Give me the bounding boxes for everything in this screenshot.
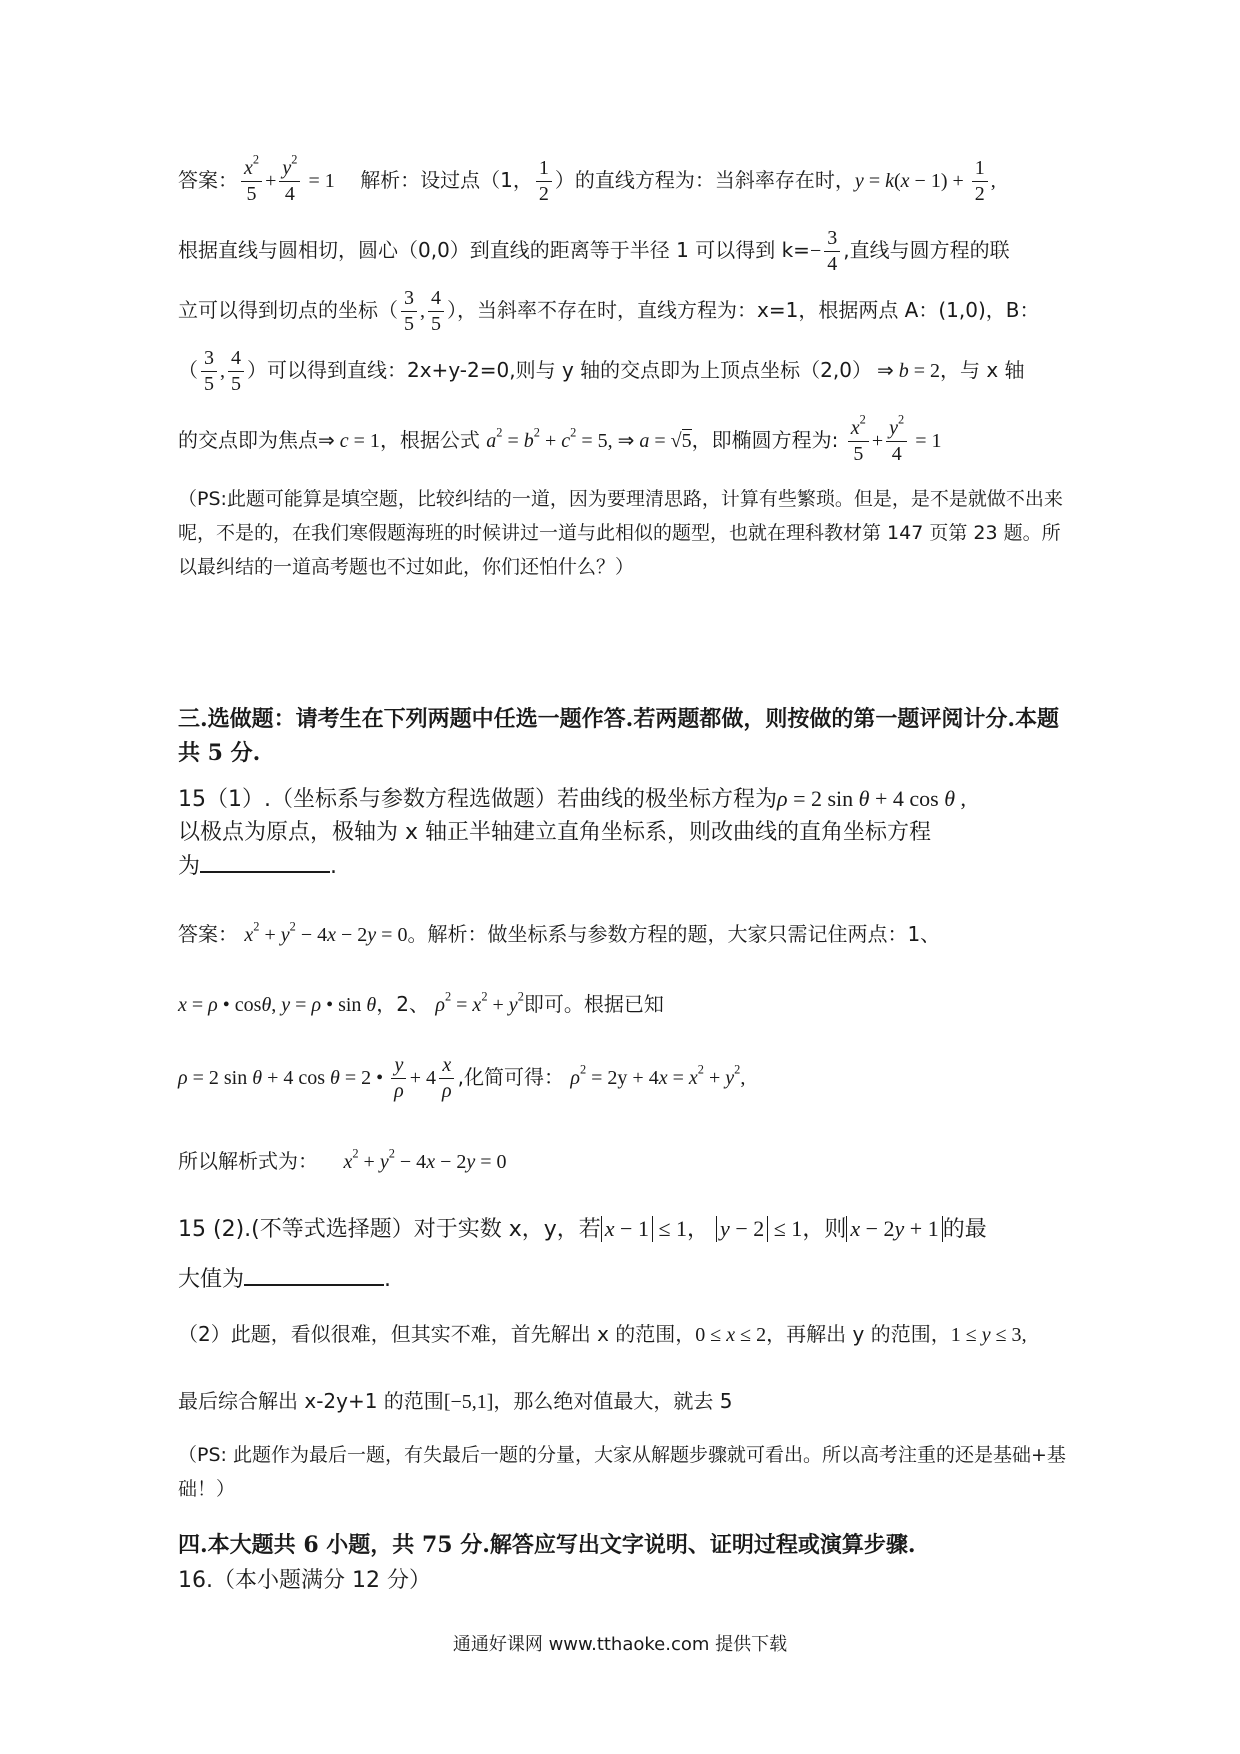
q15-2-answer-blank[interactable] (244, 1284, 384, 1286)
q14-answer-line-3: 立可以得到切点的坐标（ $\frac{3}{5}$ , $\frac{4}{5}$ ），当斜率不存在时，直线方程为：x=1，根据两点 A：(1,0)，B： (178, 287, 1040, 335)
q14-answer-line-1: 答案： $\frac{x^2}{5}$ + $\frac{y^2}{4}$ = 1 解析：设过点（1， $\frac{1}{2}$ ）的直线方程为：当斜率存在时，y = k(x − 1) + $\frac{1}{2}$ , (178, 152, 996, 205)
slope-frac: $\frac{3}{4}$ (824, 228, 840, 275)
ellipse-result-text: ，即椭圆方程为: (691, 428, 839, 452)
ellipse-final-x: $\frac{x^2}{5}$ (848, 418, 869, 465)
q15-2-ps-note: （PS: 此题作为最后一题，有失最后一题的分量，大家从解题步骤就可看出。所以高考注重的还是基础+基础！） (178, 1444, 1066, 1500)
x-axis-text: ，与 x 轴 (940, 358, 1025, 382)
frac-3-5: $\frac{3}{5}$ (401, 288, 417, 335)
q14-answer-line-4: （ $\frac{3}{5}$ , $\frac{4}{5}$ ）可以得到直线：2x+y-2=0,则与 y 轴的交点即为上顶点坐标（2,0） ⇒ b = 2，与 x 轴 (178, 347, 1025, 395)
q15-2-stem-b: 的最 (942, 1217, 987, 1242)
q15-1-polar-relations: x = ρ • cosθ, y = ρ • sin θ，2、 $\rho^2 = x^2 + y^2$即可。根据已知 (178, 989, 664, 1016)
analysis-mid: ）的直线方程为：当斜率存在时， (554, 168, 855, 192)
q15-1-derivation: ρ = 2 sin θ + 4 cos θ = 2 • $\frac{y}{\rho}$ + 4 $\frac{x}{\rho}$ ,化简可得： $\rho^2 = 2y + 4x = x^2 + y^2$, (178, 1054, 746, 1102)
q15-1-final: 所以解析式为： $x^2 + y^2 - 4x - 2y = 0$ (178, 1146, 507, 1173)
tangent-text: 根据直线与圆相切，圆心（0,0）到直线的距离等于半径 1 可以得到 k= (178, 238, 810, 262)
section-4-heading: 四.本大题共 6 小题，共 75 分.解答应写出文字说明、证明过程或演算步骤. (178, 1532, 916, 1558)
frac-3-5-b: $\frac{3}{5}$ (201, 348, 217, 395)
q14-answer-line-5: 的交点即为焦点⇒ c = 1，根据公式 $a^2 = b^2 + c^2 = 5$, ⇒ a = √5，即椭圆方程为: $\frac{x^2}{5}$ + $\frac{y^2}{4}$ = 1 (178, 412, 942, 465)
frac-y-rho: $\frac{y}{\rho}$ (391, 1055, 407, 1102)
q15-2-stem-c: 大值为 (178, 1267, 245, 1292)
two-label: ，2、 (376, 992, 429, 1016)
q15-1-stem-line-3 (178, 850, 337, 884)
q14-ps-note: （PS:此题可能算是填空题，比较纠结的一道，因为要理清思路，计算有些繁琐。但是，是不是就做不出来呢，不是的，在我们寒假题海班的时候讲过一道与此相似的题型，也就在理科教材第 147 页第 23 题。所以最纠结的一道高考题也不过如此，你们还怕什么？） (178, 488, 1063, 578)
q15-2-ans-b: ，再解出 y 的范围， (766, 1322, 951, 1346)
vertical-case-text: ），当斜率不存在时，直线方程为：x=1，根据两点 A：(1,0)，B： (447, 298, 1040, 322)
q15-1-answer-line: 答案： $x^2 + y^2 - 4x - 2y = 0$。解析：做坐标系与参数方程的题，大家只需记住两点：1、 (178, 919, 941, 946)
frac-4-5-b: $\frac{4}{5}$ (228, 348, 244, 395)
q15-2-sep2: ，则 (802, 1217, 847, 1242)
q15-2-answer-line-1: （2）此题，看似很难，但其实不难，首先解出 x 的范围，0 ≤ x ≤ 2，再解出 y 的范围，1 ≤ y ≤ 3, (178, 1322, 1027, 1346)
ellipse-eq-frac-x: $\frac{x^2}{5}$ (241, 158, 262, 205)
q15-2-stem-line-2 (178, 1262, 391, 1293)
q15-2-ans-c: 最后综合解出 x-2y+1 的范围 (178, 1389, 444, 1413)
q15-1-stem-a: 15（1）.（坐标系与参数方程选做题）若曲线的极坐标方程为 (178, 787, 777, 812)
line-through-text: ）可以得到直线：2x+y-2=0,则与 y 轴的交点即为上顶点坐标（2,0） (247, 358, 872, 382)
q16-header: 16.（本小题满分 12 分） (178, 1568, 431, 1593)
q15-1-stem-c: 为 (178, 854, 201, 879)
q15-1-stem-line-2: 以极点为原点，极轴为 x 轴正半轴建立直角坐标系，则改曲线的直角坐标方程 (178, 820, 932, 845)
ellipse-eq-frac-y: $\frac{y^2}{4}$ (279, 158, 300, 205)
paren-open: （ (178, 358, 198, 382)
tangent-text-2: ,直线与圆方程的联 (843, 238, 1010, 262)
page-footer: 通通好课网 www.tthaoke.com 提供下载 (452, 1634, 788, 1655)
tangent-point-text: 立可以得到切点的坐标（ (178, 298, 398, 322)
section-3-heading: 三.选做题：请考生在下列两题中任选一题作答.若两题都做，则按做的第一题评阅计分.本题共 5 分. (178, 706, 1059, 766)
formula-text: ，根据公式 (379, 428, 480, 452)
q15-2-sep1: ， (687, 1217, 710, 1242)
q15-1-ans-label: 答案： (178, 922, 238, 946)
q15-1-ans-rest: 。解析：做坐标系与参数方程的题，大家只需记住两点：1、 (407, 922, 941, 946)
q15-2-ans-d: ，那么绝对值最大，就去 5 (493, 1389, 733, 1413)
two-rest: 即可。根据已知 (523, 992, 664, 1016)
focus-text: 的交点即为焦点 (178, 428, 318, 452)
ellipse-final-y: $\frac{y^2}{4}$ (886, 418, 907, 465)
q15-1-stem-line-1: 15（1）.（坐标系与参数方程选做题）若曲线的极坐标方程为ρ = 2 sin θ + 4 cos θ , (178, 786, 967, 812)
q15-2-answer-line-2: 最后综合解出 x-2y+1 的范围[−5,1]，那么绝对值最大，就去 5 (178, 1389, 733, 1413)
q15-2-ans-a: （2）此题，看似很难，但其实不难，首先解出 x 的范围， (178, 1322, 696, 1346)
final-label: 所以解析式为： (178, 1149, 318, 1173)
answer-label: 答案： (178, 168, 238, 192)
analysis-prefix: 解析：设过点（1， (360, 168, 533, 192)
q15-1-stem-end: . (330, 854, 338, 879)
q15-1-answer-blank[interactable] (200, 871, 330, 873)
q15-2-stem-a: 15 (2).(不等式选择题）对于实数 x，y，若 (178, 1217, 601, 1242)
simplify-text: ,化简可得： (457, 1065, 564, 1089)
q14-answer-line-2: 根据直线与圆相切，圆心（0,0）到直线的距离等于半径 1 可以得到 k=− $\frac{3}{4}$ ,直线与圆方程的联 (178, 227, 1010, 275)
frac-x-rho: $\frac{x}{\rho}$ (439, 1055, 455, 1102)
q15-2-stem-line-1: 15 (2).(不等式选择题）对于实数 x，y，若 x − 1 ≤ 1， y − 2 ≤ 1，则 x − 2y + 1 的最 (178, 1216, 987, 1242)
point-frac: $\frac{1}{2}$ (536, 158, 552, 205)
q15-2-stem-end: . (384, 1267, 392, 1292)
frac-4-5: $\frac{4}{5}$ (428, 288, 444, 335)
line-eq-frac: $\frac{1}{2}$ (972, 158, 988, 205)
